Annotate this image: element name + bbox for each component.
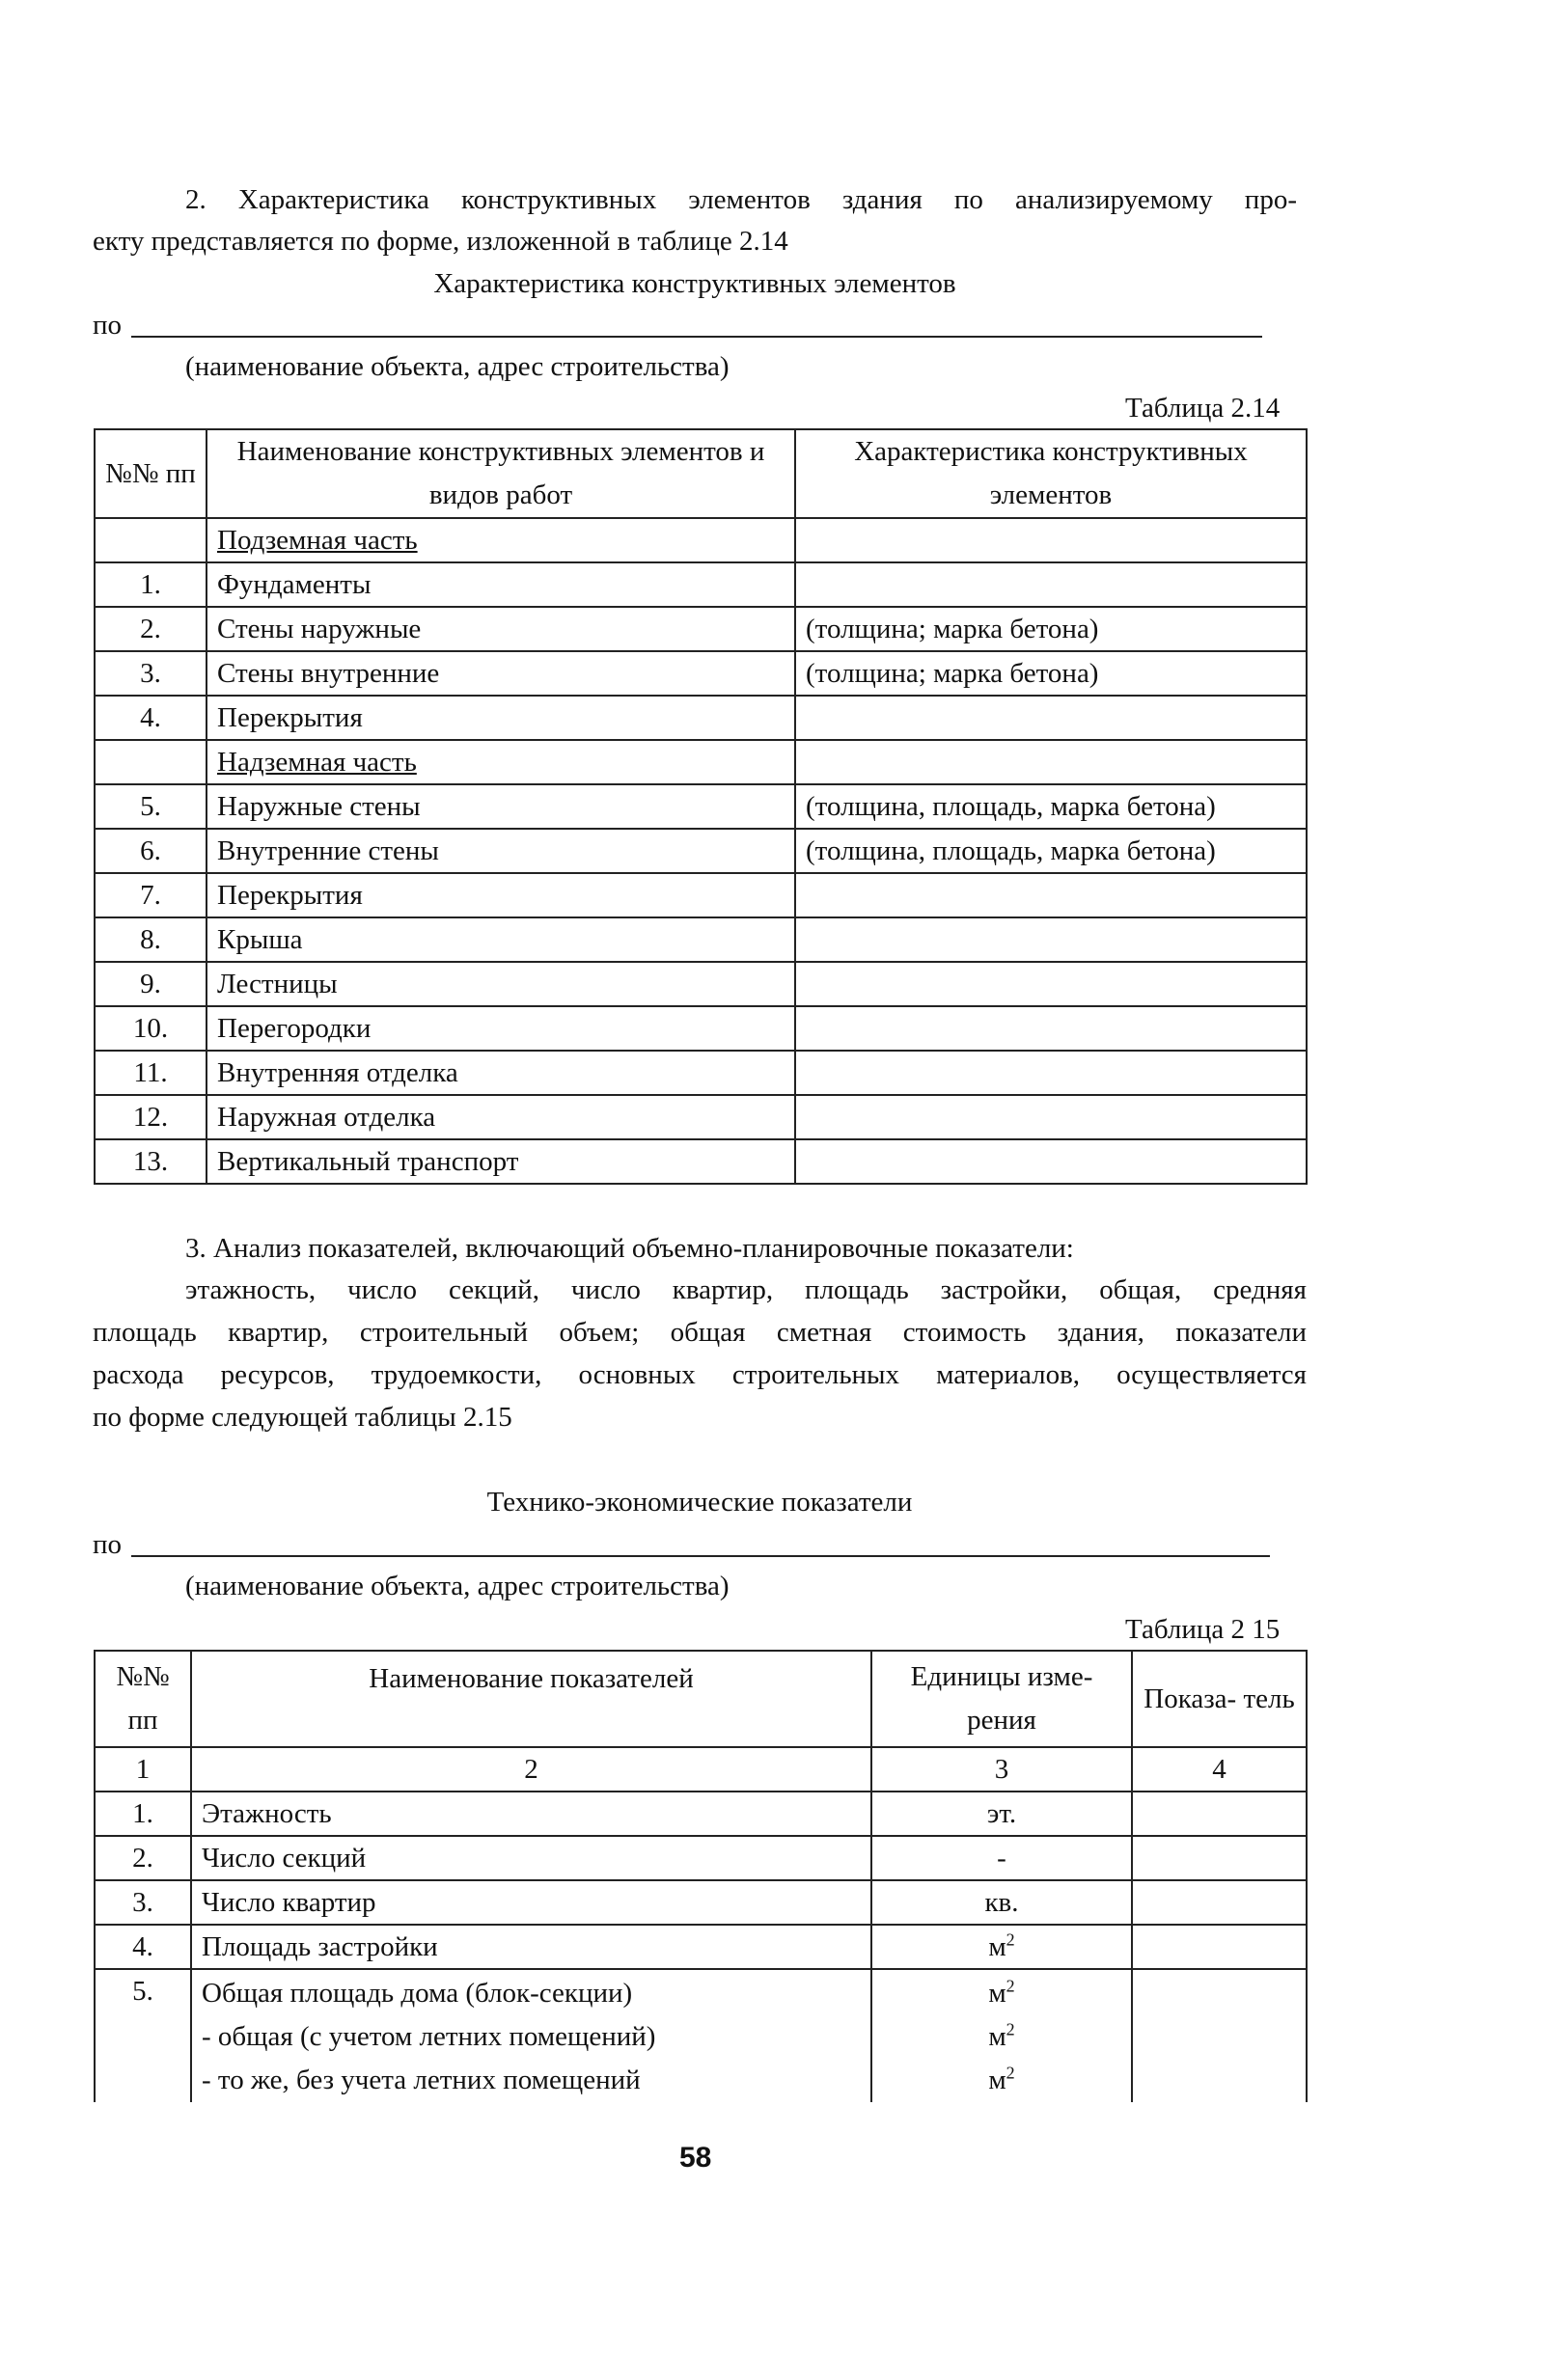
row-num: 1.: [95, 1792, 191, 1836]
row-char: (толщина; марка бетона): [795, 651, 1307, 696]
table-row: [95, 784, 1307, 829]
row-num: 11.: [95, 1051, 207, 1095]
row-char: [795, 740, 1307, 784]
row-unit: кв.: [871, 1880, 1132, 1925]
table15-header-row: [95, 1651, 1307, 1747]
row-unit: -: [871, 1836, 1132, 1880]
row-num: 3.: [95, 1880, 191, 1925]
row-num: 2.: [95, 1836, 191, 1880]
table15-header-value: Показа- тель: [1132, 1651, 1307, 1747]
table-2-14: [94, 428, 1308, 1185]
row-num: 12.: [95, 1095, 207, 1139]
row-value: [1132, 1925, 1307, 1969]
row-name: Площадь застройки: [191, 1925, 871, 1969]
row-num: 2.: [95, 607, 207, 651]
row-num: [95, 518, 207, 562]
table-row: [95, 1051, 1307, 1095]
row-name: Наружная отделка: [207, 1095, 795, 1139]
unit-superscript: 2: [1006, 1929, 1015, 1950]
row-name: Этажность: [191, 1792, 871, 1836]
row-num: 7.: [95, 873, 207, 917]
page-number: 58: [679, 2142, 712, 2174]
unit-superscript: 2: [1006, 1976, 1015, 1996]
row-value: [1132, 1880, 1307, 1925]
row-name: Наружные стены: [207, 784, 795, 829]
table-row: [95, 1006, 1307, 1051]
table-row: [95, 873, 1307, 917]
row-name: Внутренняя отделка: [207, 1051, 795, 1095]
table15-label: Таблица 2 15: [1125, 1614, 1281, 1645]
table15-title: Технико-экономические показатели: [486, 1487, 913, 1518]
row-char: [795, 873, 1307, 917]
table-row: [95, 518, 1307, 562]
table-row: [95, 562, 1307, 607]
row5-line2: - общая (с учетом летних помещений): [202, 2021, 656, 2052]
section3-line1: 3. Анализ показателей, включающий объемно-планировочные показатели:: [185, 1233, 1074, 1264]
unit-superscript: 2: [1006, 2019, 1015, 2039]
row-name: Перекрытия: [207, 696, 795, 740]
row-char: [795, 562, 1307, 607]
row-char: [795, 696, 1307, 740]
row-unit-multiline: [871, 1969, 1132, 2102]
row-num: 4.: [95, 1925, 191, 1969]
section3-line2: этажность, число секций, число квартир, площадь застройки, общая, средняя: [185, 1274, 1307, 1305]
unit-text: м: [988, 2065, 1006, 2095]
row-name-multiline: [191, 1969, 871, 2102]
table14-title: Характеристика конструктивных элементов: [433, 268, 956, 299]
table-row: [95, 1095, 1307, 1139]
table15-header-num: №№ пп: [95, 1651, 191, 1747]
col-number: 2: [191, 1747, 871, 1792]
row-char: (толщина, площадь, марка бетона): [795, 784, 1307, 829]
unit-line: [882, 1972, 1121, 2015]
row-num: 8.: [95, 917, 207, 962]
table15-object-line: [131, 1555, 1270, 1557]
row-name: Перегородки: [207, 1006, 795, 1051]
table-row: [95, 1139, 1307, 1184]
table-row: [95, 1969, 1307, 2102]
table14-header-name: Наименование конструктивных элементов и видов работ: [207, 429, 795, 518]
table15-colnum-row: [95, 1747, 1307, 1792]
row-name: Лестницы: [207, 962, 795, 1006]
row-num: 3.: [95, 651, 207, 696]
table-row: [95, 696, 1307, 740]
table-row: [95, 1925, 1307, 1969]
table-row: [95, 962, 1307, 1006]
row-name: Подземная часть: [207, 518, 795, 562]
row-name: Вертикальный транспорт: [207, 1139, 795, 1184]
row-unit: [871, 1925, 1132, 1969]
table-2-15: [94, 1650, 1308, 2102]
row-name: Число квартир: [191, 1880, 871, 1925]
row-name: Надземная часть: [207, 740, 795, 784]
unit-line: [882, 2015, 1121, 2059]
unit-text: м: [988, 1978, 1006, 2009]
row-char: [795, 917, 1307, 962]
table14-po-label: по: [93, 310, 123, 341]
table14-label: Таблица 2.14: [1125, 393, 1281, 424]
col-number: 4: [1132, 1747, 1307, 1792]
table15-caption: (наименование объекта, адрес строительства): [185, 1571, 730, 1601]
row-name: Стены внутренние: [207, 651, 795, 696]
row-char: (толщина, площадь, марка бетона): [795, 829, 1307, 873]
table14-header-num: №№ пп: [95, 429, 207, 518]
row-name: Внутренние стены: [207, 829, 795, 873]
table15-po-label: по: [93, 1529, 123, 1560]
section2-line1: 2. Характеристика конструктивных элементов здания по анализируемому про-: [185, 184, 1297, 215]
table14-caption: (наименование объекта, адрес строительства): [185, 351, 730, 382]
row-num: 1.: [95, 562, 207, 607]
row-char: [795, 1139, 1307, 1184]
row-num: 10.: [95, 1006, 207, 1051]
table15-header-name: Наименование показателей: [191, 1651, 871, 1747]
section3-line3: площадь квартир, строительный объем; общая сметная стоимость здания, показатели: [93, 1317, 1307, 1348]
col-number: 1: [95, 1747, 191, 1792]
row-name: Перекрытия: [207, 873, 795, 917]
unit-line: [882, 2059, 1121, 2102]
table-row: [95, 1836, 1307, 1880]
table-row: [95, 1880, 1307, 1925]
row-value: [1132, 1836, 1307, 1880]
table-row: [95, 829, 1307, 873]
row-value: [1132, 1969, 1307, 2102]
table14-header-char: Характеристика конструктивных элементов: [795, 429, 1307, 518]
table-row: [95, 651, 1307, 696]
row-char: [795, 518, 1307, 562]
row-char: [795, 1006, 1307, 1051]
row-num: 9.: [95, 962, 207, 1006]
row-unit: эт.: [871, 1792, 1132, 1836]
row5-line1: Общая площадь дома (блок-секции): [202, 1978, 633, 2009]
table15-header-unit: Единицы изме- рения: [871, 1651, 1132, 1747]
row-name: Число секций: [191, 1836, 871, 1880]
row-char: [795, 1095, 1307, 1139]
unit-text: м: [988, 1931, 1006, 1962]
row-num: 5.: [95, 1969, 191, 2102]
table-row: [95, 607, 1307, 651]
row5-line3: - то же, без учета летних помещений: [202, 2065, 641, 2095]
row-num: 5.: [95, 784, 207, 829]
unit-superscript: 2: [1006, 2063, 1015, 2083]
row-name: Стены наружные: [207, 607, 795, 651]
row-num: 13.: [95, 1139, 207, 1184]
row-char: [795, 962, 1307, 1006]
section3-line5: по форме следующей таблицы 2.15: [93, 1402, 512, 1433]
row-num: 4.: [95, 696, 207, 740]
row-num: [95, 740, 207, 784]
table-row: [95, 740, 1307, 784]
unit-text: м: [988, 2021, 1006, 2052]
row-name: Фундаменты: [207, 562, 795, 607]
table-row: [95, 917, 1307, 962]
row-char: (толщина; марка бетона): [795, 607, 1307, 651]
row-char: [795, 1051, 1307, 1095]
col-number: 3: [871, 1747, 1132, 1792]
table14-object-line: [131, 336, 1262, 338]
section3-line4: расхода ресурсов, трудоемкости, основных строительных материалов, осуществляется: [93, 1359, 1307, 1390]
table-row: [95, 1792, 1307, 1836]
row-value: [1132, 1792, 1307, 1836]
row-num: 6.: [95, 829, 207, 873]
row-name: Крыша: [207, 917, 795, 962]
section2-line2: екту представляется по форме, изложенной в таблице 2.14: [93, 226, 788, 257]
table14-header-row: [95, 429, 1307, 518]
